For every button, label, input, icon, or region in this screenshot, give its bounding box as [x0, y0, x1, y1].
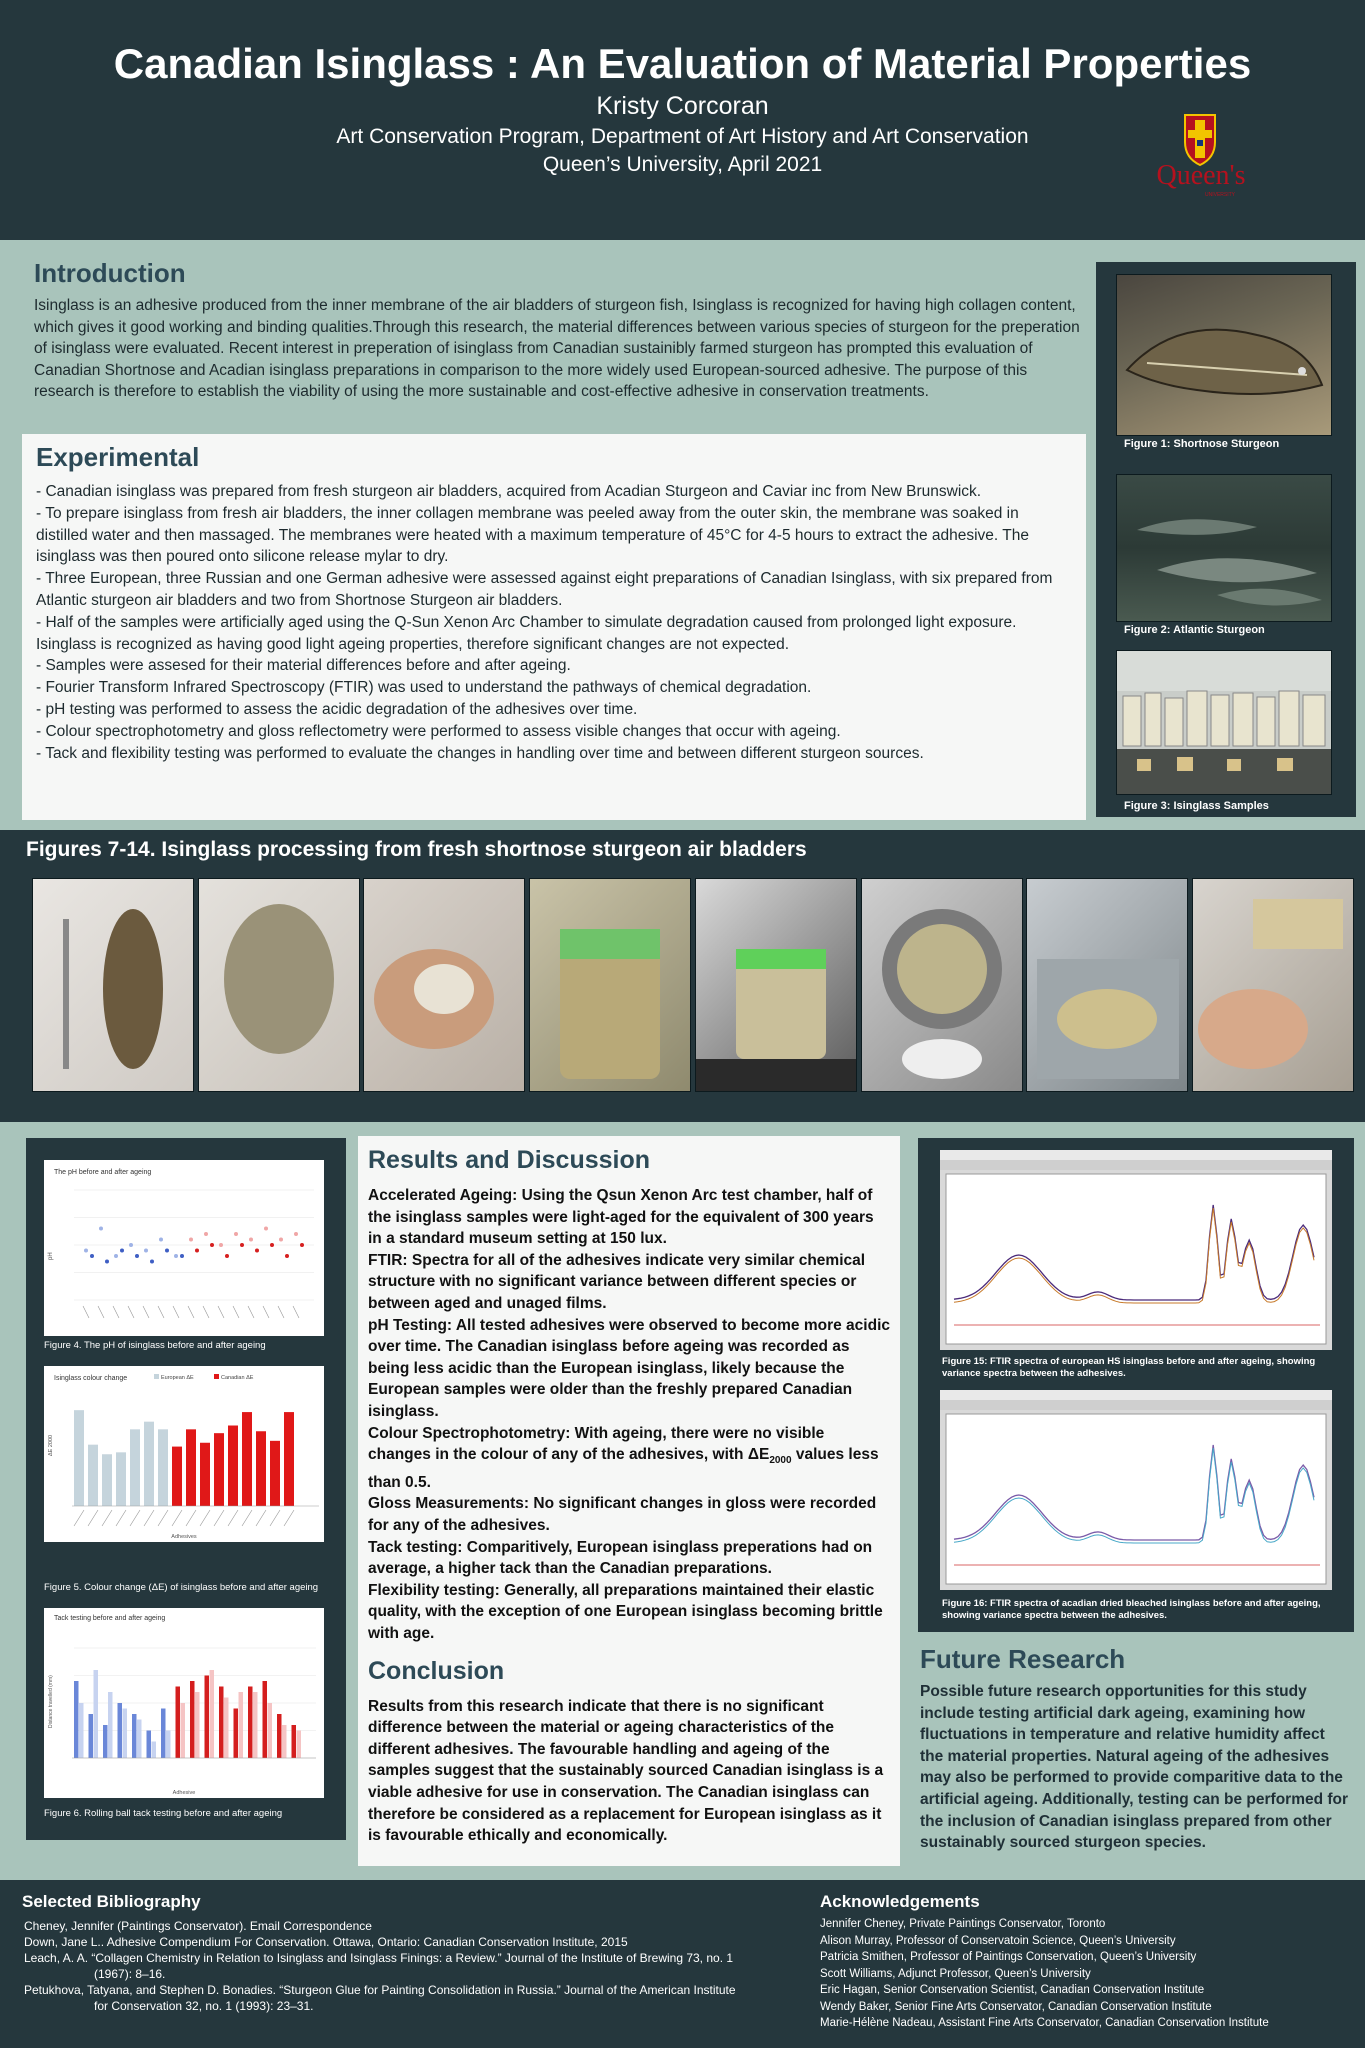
bibliography-list [22, 1918, 742, 2014]
ph-point [270, 1243, 274, 1247]
x-tick [293, 1306, 299, 1318]
tack-bar [79, 1703, 84, 1758]
x-tick [130, 1510, 140, 1526]
side-figures-panel [1096, 262, 1356, 817]
experimental-item: - Tack and flexibility testing was performed to evaluate the changes in handling over time and between different sturgeon sources. [36, 744, 924, 762]
processing-photo [198, 878, 360, 1092]
results-paragraph: pH Testing: All tested adhesives were observed to become more acidic over time. The Canadian isinglass before ageing was recorded as being less acidic than the European isinglass, likely because the European samples were older than the freshly prepared Canadian isinglass. [368, 1316, 890, 1420]
author-name: Kristy Corcoran [596, 92, 769, 120]
x-tick [102, 1510, 112, 1526]
ph-point [240, 1243, 244, 1247]
ph-point [120, 1249, 124, 1253]
tack-bar [248, 1687, 253, 1759]
processing-photo [1192, 878, 1354, 1092]
bibliography-item: Down, Jane L.. Adhesive Compendium For Conservation. Ottawa, Ontario: Canadian Conservation Institute, 2015 [24, 1935, 628, 1949]
tack-bar [224, 1698, 229, 1759]
processing-photo [695, 878, 857, 1092]
tack-bar [297, 1731, 302, 1759]
tack-bar [123, 1709, 128, 1759]
ph-point [165, 1249, 169, 1253]
tack-chart [44, 1608, 324, 1798]
processing-photo [861, 878, 1023, 1092]
introduction-section [34, 258, 1084, 403]
tack-bar [268, 1703, 273, 1758]
chart-ylabel: pH [48, 1252, 54, 1260]
experimental-item: - pH testing was performed to assess the acidic degradation of the adhesives over time. [36, 700, 638, 718]
x-tick [83, 1306, 89, 1318]
ph-point [174, 1254, 178, 1258]
future-research-title: Future Research [920, 1644, 1126, 1674]
ph-point [255, 1249, 259, 1253]
bibliography-item: Petukhova, Tatyana, and Stephen D. Bonadies. “Sturgeon Glue for Painting Consolidation in Russia.” Journal of the American Institute for Conservation 32, no. 1 (1993): 23–31. [24, 1983, 736, 2013]
figure-2-caption: Figure 2: Atlantic Sturgeon [1124, 624, 1265, 636]
x-tick [113, 1306, 119, 1318]
tack-bar [152, 1742, 157, 1759]
ph-point [234, 1232, 238, 1236]
menu-bar [940, 1390, 1332, 1400]
colour-bar [200, 1443, 210, 1506]
x-tick [186, 1510, 196, 1526]
processing-panel [0, 830, 1365, 1122]
ph-point [99, 1227, 103, 1231]
ph-point [189, 1238, 193, 1242]
bibliography [22, 1892, 742, 2014]
colour-text-pre: Colour Spectrophotometry: With ageing, there were no visible changes in the colour of any of the adhesives, with ΔE [368, 1424, 825, 1464]
ftir-spectrum-1-svg [940, 1150, 1332, 1350]
results-paragraph: Accelerated Ageing: Using the Qsun Xenon Arc test chamber, half of the isinglass samples were light-aged for the equivalent of 300 years in a standard museum setting at 150 lux. [368, 1187, 874, 1248]
tack-bar [234, 1709, 239, 1759]
x-tick [116, 1510, 126, 1526]
figure-15-caption: Figure 15: FTIR spectra of european HS isinglass before and after ageing, showing variance spectra between the adhesives. [942, 1356, 1316, 1379]
experimental-item: - Canadian isinglass was prepared from fresh sturgeon air bladders, acquired from Acadian Sturgeon and Caviar inc from New Brunswick. [36, 483, 982, 500]
tack-bar [239, 1692, 244, 1758]
queens-logo [1155, 110, 1245, 200]
experimental-item: - To prepare isinglass from fresh air bladders, the inner collagen membrane was peeled away from the outer skin, the membrane was soaked in distilled water and then massaged. The membranes were heated with a maximum temperature of 45°C for 4-5 hours to extract the adhesive. The isinglass was then poured onto silicone release mylar to dry. [36, 504, 1029, 566]
x-tick [284, 1510, 294, 1526]
x-tick [172, 1510, 182, 1526]
experimental-list [36, 481, 1072, 764]
processing-photo-icon [530, 879, 691, 1092]
acknowledgement-item: Eric Hagan, Senior Conservation Scientist, Canadian Conservation Institute [820, 1984, 1205, 1996]
x-tick [263, 1306, 269, 1318]
tack-bar [108, 1692, 113, 1758]
ph-chart-svg [44, 1160, 324, 1336]
processing-photo-icon [199, 879, 360, 1092]
results-paragraph: Tack testing: Comparitively, European isinglass preperations had on average, a higher tack than the Canadian preparations. [368, 1538, 873, 1578]
ph-point [144, 1249, 148, 1253]
x-tick [88, 1510, 98, 1526]
ph-point [249, 1238, 253, 1242]
ph-point [264, 1227, 268, 1231]
tack-bar [219, 1687, 224, 1759]
tack-bar [277, 1714, 282, 1758]
x-tick [188, 1306, 194, 1318]
legend-swatch [214, 1374, 219, 1379]
colour-chart [44, 1366, 324, 1542]
processing-photo [529, 878, 691, 1092]
x-tick [144, 1510, 154, 1526]
bibliography-item: Cheney, Jennifer (Paintings Conservator). Email Correspondence [24, 1919, 372, 1933]
experimental-item: - Colour spectrophotometry and gloss reflectometry were performed to assess visible changes that occur with ageing. [36, 722, 841, 740]
introduction-title: Introduction [34, 258, 186, 288]
processing-photo-icon [1193, 879, 1354, 1092]
x-tick [158, 1306, 164, 1318]
processing-photo-icon [33, 879, 194, 1092]
charts-panel [26, 1138, 346, 1840]
ph-point [219, 1243, 223, 1247]
x-tick [248, 1306, 254, 1318]
figure-4-caption: Figure 4. The pH of isinglass before and after ageing [44, 1340, 266, 1351]
acknowledgement-item: Scott Williams, Adjunct Professor, Queen’s University [820, 1967, 1091, 1980]
ph-point [204, 1232, 208, 1236]
experimental-item: - Fourier Transform Infrared Spectroscopy (FTIR) was used to understand the pathways of chemical degradation. [36, 679, 812, 697]
figure-16-caption: Figure 16: FTIR spectra of acadian dried bleached isinglass before and after ageing, showing variance spectra between the adhesives. [942, 1598, 1321, 1621]
x-tick [98, 1306, 104, 1318]
tack-bar [132, 1714, 137, 1758]
ph-point [180, 1254, 184, 1258]
tack-bar [253, 1692, 258, 1758]
x-tick [158, 1510, 168, 1526]
chart-ylabel: ΔE 2000 [48, 1434, 54, 1456]
colour-bar [158, 1429, 168, 1506]
legend-label: Canadian ΔE [221, 1375, 254, 1381]
acknowledgement-item: Jennifer Cheney, Private Paintings Conservator, Toronto [820, 1918, 1106, 1930]
bibliography-title: Selected Bibliography [22, 1892, 201, 1911]
conclusion-text: Results from this research indicate that there is no significant difference between the material or ageing characteristics of the different adhesives. The favourable handling and ageing of the samples suggest that the sustainably sourced Canadian isinglass is a viable adhesive for use in conservation. The Canadian isinglass can therefore be considered as a replacement for European isinglass as it is favourable ethically and economically. [368, 1697, 884, 1845]
atlantic-sturgeon-photo [1116, 474, 1332, 622]
acknowledgements-title: Acknowledgements [820, 1892, 980, 1911]
acknowledgement-item: Patricia Smithen, Professor of Paintings Conservation, Queen’s University [820, 1951, 1197, 1963]
results-paragraph: FTIR: Spectra for all of the adhesives indicate very similar chemical structure with no significant variance between different species or between aged and unaged films. [368, 1251, 866, 1312]
figure-1-caption: Figure 1: Shortnose Sturgeon [1124, 438, 1280, 450]
ph-point [105, 1260, 109, 1264]
x-tick [173, 1306, 179, 1318]
chart-ylabel: Distance travelled (mm) [48, 1675, 54, 1728]
colour-chart-svg [44, 1366, 324, 1542]
results-colour-paragraph [368, 1423, 890, 1494]
tack-bar [181, 1703, 186, 1758]
colour-bar [74, 1410, 84, 1506]
x-tick [256, 1510, 266, 1526]
toolbar [940, 1160, 1332, 1170]
processing-photo [363, 878, 525, 1092]
tack-bar [176, 1687, 181, 1759]
x-tick [228, 1510, 238, 1526]
tack-chart-svg [44, 1608, 324, 1798]
colour-bar [284, 1412, 294, 1506]
results-paragraph: Flexibility testing: Generally, all preparations maintained their elastic quality, with the exception of one European isinglass becoming brittle with age. [368, 1581, 883, 1642]
ph-point [159, 1238, 163, 1242]
colour-bar [102, 1454, 112, 1506]
tack-bar [103, 1725, 108, 1758]
colour-text-sub: 2000 [769, 1455, 792, 1467]
processing-photo [32, 878, 194, 1092]
tack-bar [190, 1681, 195, 1758]
x-tick [278, 1306, 284, 1318]
x-tick [270, 1510, 280, 1526]
colour-bar [116, 1452, 126, 1506]
x-tick [214, 1510, 224, 1526]
jars-icon [1117, 651, 1332, 795]
processing-photo-icon [696, 879, 857, 1092]
figure-6-caption: Figure 6. Rolling ball tack testing before and after ageing [44, 1808, 283, 1819]
menu-bar [940, 1150, 1332, 1160]
plot-area [946, 1414, 1326, 1584]
acknowledgement-item: Marie-Hélène Nadeau, Assistant Fine Arts Conservator, Canadian Conservation Institute [820, 2017, 1269, 2029]
colour-bar [172, 1447, 182, 1506]
ph-point [285, 1254, 289, 1258]
acknowledgements-list [820, 1916, 1360, 2032]
experimental-item: - Three European, three Russian and one German adhesive were assessed against eight preparations of Canadian Isinglass, with six prepared from Atlantic sturgeon air bladders and two from Shortnose Sturgeon air bladders. [36, 570, 1053, 609]
colour-bar [256, 1431, 266, 1506]
x-tick [218, 1306, 224, 1318]
results-paragraph: Gloss Measurements: No significant changes in gloss were recorded for any of the adhesives. [368, 1495, 877, 1534]
ftir-spectrum-2 [940, 1390, 1332, 1590]
chart-title: The pH before and after ageing [54, 1169, 152, 1176]
colour-bar [270, 1441, 280, 1506]
colour-bar [228, 1426, 238, 1507]
tack-bar [210, 1670, 215, 1758]
acknowledgement-item: Wendy Baker, Senior Fine Arts Conservator, Canadian Conservation Institute [820, 2000, 1212, 2013]
ph-point [225, 1254, 229, 1258]
sturgeon-icon [1117, 275, 1332, 436]
results-text-2 [368, 1493, 890, 1644]
acknowledgement-item: Alison Murray, Professor of Conservatoin Science, Queen’s University [820, 1934, 1176, 1947]
shortnose-sturgeon-photo [1116, 274, 1332, 436]
processing-photo-icon [1027, 879, 1188, 1092]
future-research-section [920, 1644, 1350, 1854]
tack-bar [118, 1703, 123, 1758]
plot-area [946, 1174, 1326, 1344]
x-tick [74, 1510, 84, 1526]
future-research-text: Possible future research opportunities for this study include testing artificial dark ageing, examining how fluctuations in temperature and relative humidity affect the material properties. Natural ageing of the adhesives may also be performed to provide comparitive data to the artificial ageing. Additionally, testing can be performed for the inclusion of Canadian isinglass prepared from other sustainably sourced sturgeon species. [920, 1683, 1349, 1852]
tack-bar [161, 1709, 166, 1759]
ph-point [129, 1243, 133, 1247]
tack-bar [292, 1725, 297, 1758]
colour-bar [88, 1445, 98, 1506]
ph-point [279, 1238, 283, 1242]
colour-bar [186, 1429, 196, 1506]
ph-chart [44, 1160, 324, 1336]
experimental-title: Experimental [36, 442, 200, 472]
tack-bar [205, 1676, 210, 1759]
figure-5-caption: Figure 5. Colour change (ΔE) of isinglass before and after ageing [44, 1582, 319, 1593]
processing-photo [1026, 878, 1188, 1092]
processing-photo-strip [32, 878, 1344, 1094]
x-tick [233, 1306, 239, 1318]
university-date: Queen’s University, April 2021 [542, 153, 823, 176]
isinglass-samples-photo [1116, 650, 1332, 795]
ftir-spectrum-1 [940, 1150, 1332, 1350]
sturgeon-icon [1117, 475, 1332, 622]
logo-sub: UNIVERSITY [1205, 192, 1236, 198]
ph-point [114, 1254, 118, 1258]
ph-point [300, 1243, 304, 1247]
x-tick [143, 1306, 149, 1318]
x-tick [242, 1510, 252, 1526]
ph-point [84, 1249, 88, 1253]
introduction-text: Isinglass is an adhesive produced from the inner membrane of the air bladders of sturgeon fish, Isinglass is recognized for having high collagen content, which gives it good working and binding qualities.Through this research, the material differences between various species of sturgeon for the preperation of isinglass were evaluated. Recent interest in preperation of isinglass from Canadian sustainibly farmed sturgeon has prompted this evaluation of Canadian Shortnose and Acadian isinglass preparations in comparison to the more widely used European-sourced adhesive. The purpose of this research is therefore to establish the viability of using the more sustainable and cost-effective adhesive in conservation treatments. [34, 297, 1080, 401]
processing-photo-icon [862, 879, 1023, 1092]
ftir-panel [918, 1138, 1354, 1632]
processing-photo-icon [364, 879, 525, 1092]
results-title: Results and Discussion [368, 1146, 651, 1174]
ph-point [195, 1249, 199, 1253]
chart-xlabel: Adhesives [171, 1534, 197, 1540]
logo-wordmark: Queen's [1156, 160, 1246, 191]
legend-swatch [154, 1374, 159, 1379]
tack-bar [89, 1714, 94, 1758]
colour-bar [144, 1422, 154, 1506]
colour-bar [214, 1433, 224, 1506]
bibliography-item: Leach, A. A. “Collagen Chemistry in Relation to Isinglass and Isinglass Finings: a Review.” Journal of the Institute of Brewing 73, no. 1 (1967): 8–16. [24, 1951, 734, 1981]
x-tick [128, 1306, 134, 1318]
x-tick [203, 1306, 209, 1318]
tack-bar [282, 1725, 287, 1758]
experimental-item: - Half of the samples were artificially aged using the Q-Sun Xenon Arc Chamber to simulate degradation caused from prolonged light exposure. Isinglass is recognized as having good light ageing properties, therefore significant changes are not expected. [36, 613, 1017, 653]
tack-bar [166, 1731, 171, 1759]
chart-xlabel: Adhesive [172, 1790, 196, 1796]
results-section [358, 1136, 900, 1866]
colour-bar [130, 1429, 140, 1506]
figure-3-caption: Figure 3: Isinglass Samples [1124, 800, 1269, 812]
colour-text-post: values less than 0.5. [368, 1446, 879, 1491]
ph-point [90, 1254, 94, 1258]
footer-panel [0, 1880, 1365, 2048]
colour-bar [242, 1412, 252, 1506]
acknowledgements [820, 1892, 1360, 2032]
poster-title: Canadian Isinglass : An Evaluation of Material Properties [113, 40, 1252, 87]
processing-title: Figures 7-14. Isinglass processing from fresh shortnose sturgeon air bladders [26, 838, 807, 861]
tack-bar [74, 1681, 79, 1758]
chart-title: Tack testing before and after ageing [54, 1615, 166, 1622]
ph-point [210, 1243, 214, 1247]
results-text [368, 1185, 890, 1423]
chart-title: Isinglass colour change [54, 1375, 128, 1382]
ph-point [294, 1232, 298, 1236]
tack-bar [263, 1681, 268, 1758]
legend-label: European ΔE [161, 1375, 194, 1381]
conclusion-title: Conclusion [368, 1656, 505, 1685]
toolbar [940, 1400, 1332, 1410]
ph-point [135, 1254, 139, 1258]
x-tick [200, 1510, 210, 1526]
program-name: Art Conservation Program, Department of Art History and Art Conservation [336, 125, 1029, 148]
tack-bar [94, 1670, 99, 1758]
experimental-section [22, 434, 1086, 820]
tack-bar [147, 1731, 152, 1759]
tack-bar [195, 1692, 200, 1758]
tack-bar [137, 1720, 142, 1759]
experimental-item: - Samples were assesed for their material differences before and after ageing. [36, 657, 571, 675]
ftir-spectrum-2-svg [940, 1390, 1332, 1590]
ph-point [150, 1260, 154, 1264]
